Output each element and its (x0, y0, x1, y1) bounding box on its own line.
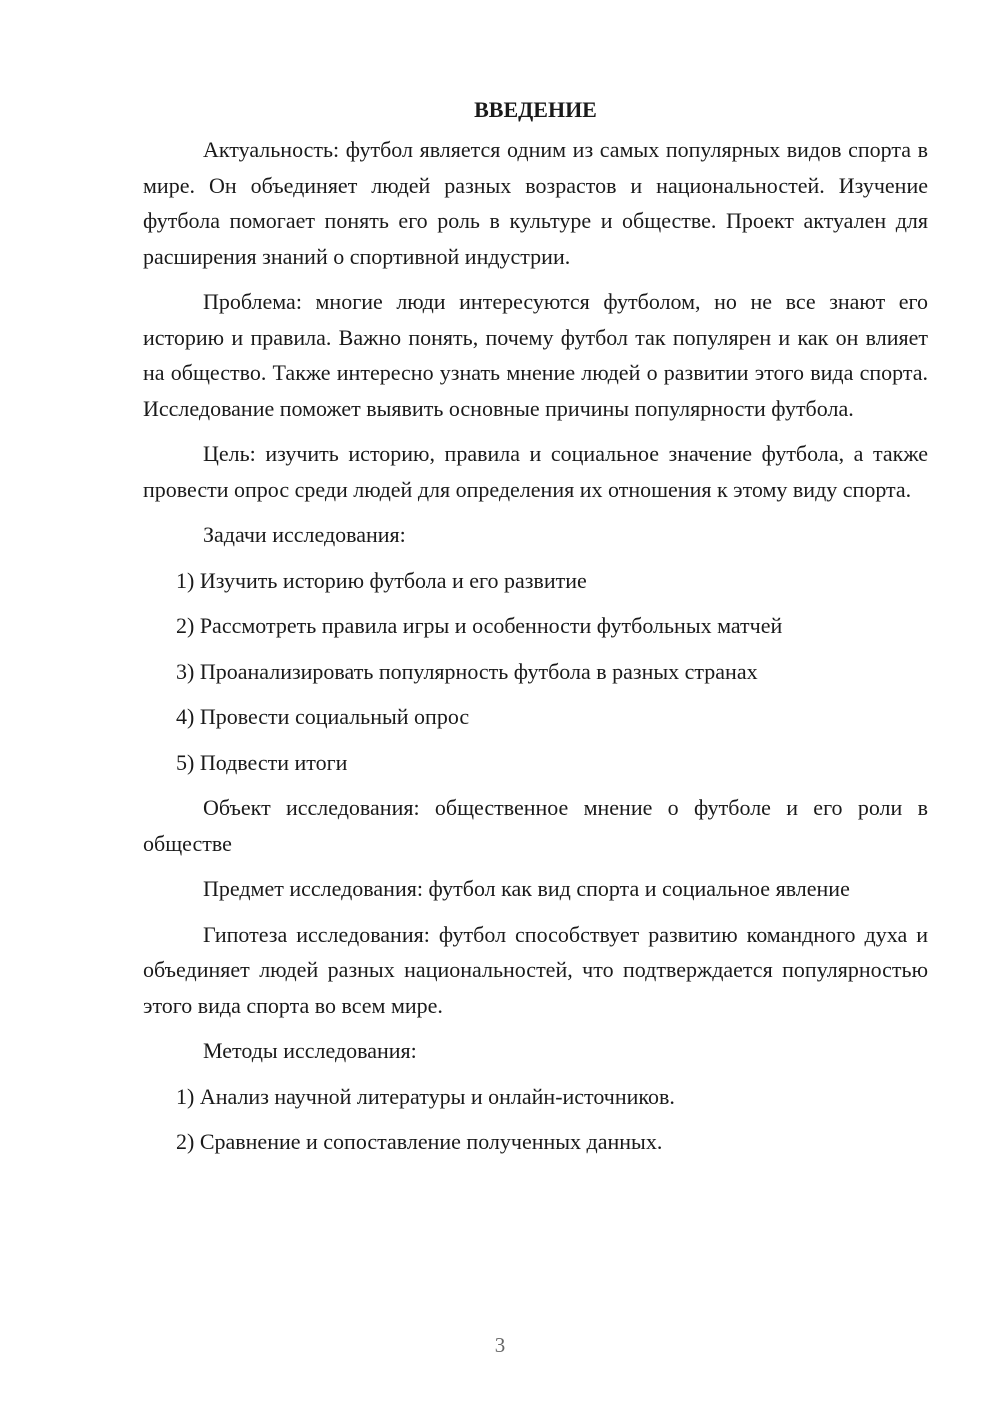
task-item: 5) Подвести итоги (176, 749, 348, 775)
task-item: 4) Провести социальный опрос (176, 704, 470, 729)
hypothesis-paragraph: Гипотеза исследования: футбол способствует развитию командного духа и объединяет людей разных национальностей, что подтверждается популярностью этого вида спорта во всем мире. (143, 921, 928, 1018)
methods-label: Методы исследования: (203, 1038, 417, 1063)
task-item: 3) Проанализировать популярность футбола в разных странах (176, 658, 758, 684)
tasks-label: Задачи исследования: (203, 522, 406, 547)
subject-paragraph: Предмет исследования: футбол как вид спорта и социальное явление (203, 876, 850, 901)
task-item: 1) Изучить историю футбола и его развитие (176, 567, 587, 593)
page-number: 3 (494, 1333, 506, 1357)
methods-list (143, 1079, 928, 1160)
tasks-list (143, 563, 928, 781)
relevance-paragraph: Актуальность: футбол является одним из самых популярных видов спорта в мире. Он объединяет людей разных возрастов и национальностей. Изучение футбола помогает понять его роль в культуре и обществе. Проект актуален для расширения знаний о спортивной индустрии. (143, 137, 928, 269)
method-item: 2) Сравнение и сопоставление полученных данных. (176, 1129, 663, 1154)
document-page (143, 92, 928, 1170)
object-paragraph: Объект исследования: общественное мнение о футболе и его роли в обществе (143, 795, 928, 856)
page-title: ВВЕДЕНИЕ (474, 97, 597, 122)
task-item: 2) Рассмотреть правила игры и особенности футбольных матчей (176, 613, 783, 638)
method-item: 1) Анализ научной литературы и онлайн-источников. (176, 1083, 675, 1109)
problem-paragraph: Проблема: многие люди интересуются футболом, но не все знают его историю и правила. Важно понять, почему футбол так популярен и как он влияет на общество. Также интересно узнать мнение людей о развитии этого вида спорта. Исследование поможет выявить основные причины популярности футбола. (143, 289, 928, 421)
goal-paragraph: Цель: изучить историю, правила и социальное значение футбола, а также провести опрос среди людей для определения их отношения к этому виду спорта. (143, 441, 928, 502)
